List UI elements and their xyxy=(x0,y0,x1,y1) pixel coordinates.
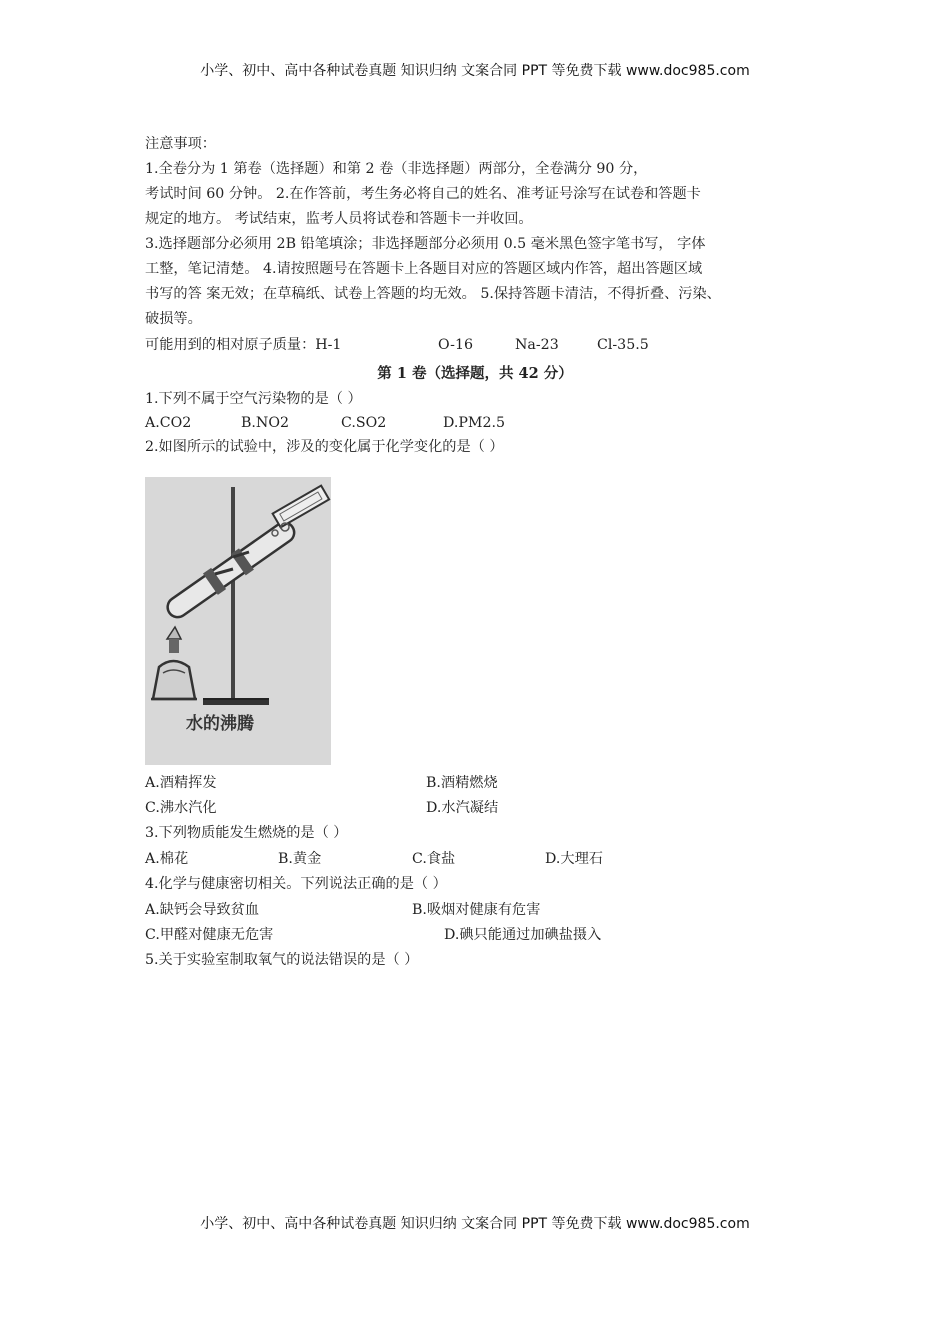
q3-option-a: A.棉花 xyxy=(145,851,189,867)
notice-line: 破损等。 xyxy=(145,311,202,327)
q2-option-c: C.沸水汽化 xyxy=(145,800,217,816)
q2-option-a: A.酒精挥发 xyxy=(145,775,217,791)
q2-option-b: B.酒精燃烧 xyxy=(426,775,498,791)
q3-option-b: B.黄金 xyxy=(278,851,322,867)
atomic-mass-label: 可能用到的相对原子质量：H-1 xyxy=(145,337,342,353)
q2-option-d: D.水汽凝结 xyxy=(426,800,499,816)
q1-option-c: C.SO2 xyxy=(341,415,387,431)
notice-line: 规定的地方。 考试结束，监考人员将试卷和答题卡一并收回。 xyxy=(145,211,533,227)
question-5-stem: 5.关于实验室制取氧气的说法错误的是（ ） xyxy=(145,952,419,968)
notice-line: 1.全卷分为 1 第卷（选择题）和第 2 卷（非选择题）两部分，全卷满分 90 分， xyxy=(145,161,648,177)
q1-option-a: A.CO2 xyxy=(145,415,192,431)
q4-option-c: C.甲醛对健康无危害 xyxy=(145,927,274,943)
boiling-water-apparatus-figure xyxy=(145,477,331,765)
figure-caption: 水的沸腾 xyxy=(186,714,254,734)
question-2-stem: 2.如图所示的试验中，涉及的变化属于化学变化的是（ ） xyxy=(145,439,504,455)
atomic-mass-o: O-16 xyxy=(438,337,473,353)
q3-option-c: C.食盐 xyxy=(412,851,456,867)
question-4-stem: 4.化学与健康密切相关。下列说法正确的是（ ） xyxy=(145,876,447,892)
notice-line: 考试时间 60 分钟。 2.在作答前，考生务必将自己的姓名、准考证号涂写在试卷和答题卡 xyxy=(145,186,701,202)
page-header: 小学、初中、高中各种试卷真题 知识归纳 文案合同 PPT 等免费下载 www.doc985.com xyxy=(200,63,750,79)
q1-option-b: B.NO2 xyxy=(241,415,290,431)
notice-line: 书写的答 案无效；在草稿纸、试卷上答题的均无效。 5.保持答题卡清洁，不得折叠、污染、 xyxy=(145,286,721,302)
notice-line: 工整，笔记清楚。 4.请按照题号在答题卡上各题目对应的答题区域内作答，超出答题区域 xyxy=(145,261,703,277)
q3-option-d: D.大理石 xyxy=(545,851,603,867)
q4-option-d: D.碘只能通过加碘盐摄入 xyxy=(444,927,602,943)
notice-line: 3.选择题部分必须用 2B 铅笔填涂；非选择题部分必须用 0.5 毫米黑色签字笔书写， 字体 xyxy=(145,236,706,252)
question-1-stem: 1.下列不属于空气污染物的是（ ） xyxy=(145,391,362,407)
q4-option-a: A.缺钙会导致贫血 xyxy=(145,902,260,918)
q1-option-d: D.PM2.5 xyxy=(443,415,506,431)
q4-option-b: B.吸烟对健康有危害 xyxy=(412,902,541,918)
atomic-mass-cl: Cl-35.5 xyxy=(597,337,649,353)
notice-heading: 注意事项： xyxy=(145,136,216,152)
page-footer: 小学、初中、高中各种试卷真题 知识归纳 文案合同 PPT 等免费下载 www.doc985.com xyxy=(200,1216,750,1232)
question-3-stem: 3.下列物质能发生燃烧的是（ ） xyxy=(145,825,348,841)
section-title: 第 1 卷（选择题，共 42 分） xyxy=(377,365,573,382)
atomic-mass-na: Na-23 xyxy=(515,337,559,353)
